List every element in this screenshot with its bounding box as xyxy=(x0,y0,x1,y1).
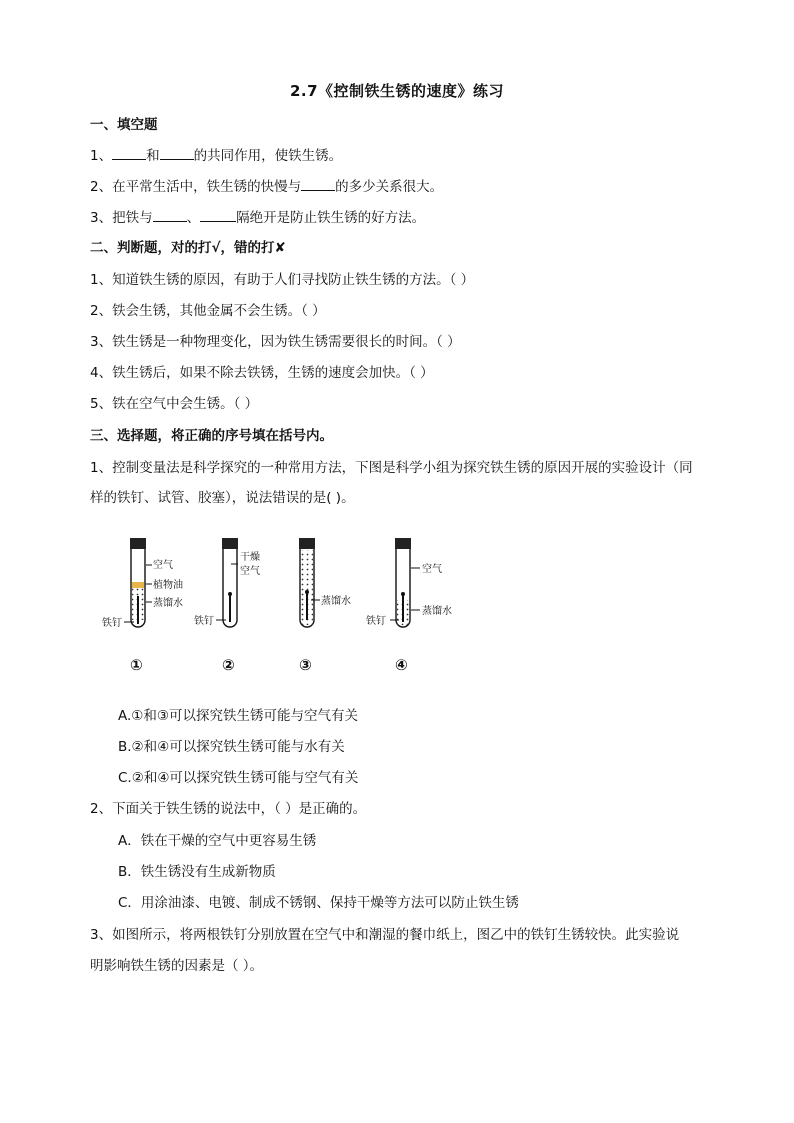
test-tube-4 xyxy=(366,538,452,674)
choice-question-1-line1: 1、控制变量法是科学探究的一种常用方法，下图是科学小组为探究铁生锈的原因开展的实验设计（同 xyxy=(90,460,693,476)
choice-question-3-line2: 明影响铁生锈的因素是（ ）。 xyxy=(90,958,264,974)
label-nail: 铁钉 xyxy=(366,616,386,627)
test-tube-figure xyxy=(100,532,460,692)
choice-question-1-line2: 样的铁钉、试管、胶塞），说法错误的是( )。 xyxy=(90,490,355,506)
q3-prefix: 3、把铁与 xyxy=(90,210,153,226)
q1-mid: 和 xyxy=(146,148,160,164)
option: B．铁生锈没有生成新物质 xyxy=(118,864,276,880)
stopper xyxy=(395,538,411,549)
choice-question-2: 2、下面关于铁生锈的说法中，（ ）是正确的。 xyxy=(90,801,367,817)
label-air: 空气 xyxy=(153,560,173,571)
section1-heading: 一、填空题 xyxy=(90,117,158,133)
test-tube-3 xyxy=(299,538,351,674)
fill-question-2 xyxy=(90,176,443,197)
label-air: 空气 xyxy=(422,564,442,575)
judge-item: 2、铁会生锈，其他金属不会生锈。（ ） xyxy=(90,303,326,319)
label-dry: 干燥 xyxy=(240,552,260,563)
tube-number: ③ xyxy=(299,656,312,674)
label-water: 蒸馏水 xyxy=(153,598,183,609)
test-tubes-svg xyxy=(100,532,460,692)
label-water: 蒸馏水 xyxy=(422,606,452,617)
tube-number: ② xyxy=(222,656,235,674)
judge-item: 3、铁生锈是一种物理变化，因为铁生锈需要很长的时间。（ ） xyxy=(90,334,461,350)
option: B.②和④可以探究铁生锈可能与水有关 xyxy=(118,739,345,755)
stopper xyxy=(299,538,315,549)
option: C．用涂油漆、电镀、制成不锈钢、保持干燥等方法可以防止铁生锈 xyxy=(118,895,519,911)
q1-prefix: 1、 xyxy=(90,148,113,164)
answer-blank[interactable] xyxy=(112,145,146,160)
test-tube-2 xyxy=(194,538,260,674)
answer-blank[interactable] xyxy=(301,176,335,191)
label-water: 蒸馏水 xyxy=(321,596,351,607)
page-title: 2.7《控制铁生锈的速度》练习 xyxy=(289,82,505,100)
fill-question-1 xyxy=(90,145,342,166)
q3-sep: 、 xyxy=(186,210,201,226)
q2-suffix: 的多少关系很大。 xyxy=(335,179,444,195)
judge-item: 1、知道铁生锈的原因，有助于人们寻找防止铁生锈的方法。（ ） xyxy=(90,272,475,288)
judge-item: 4、铁生锈后，如果不除去铁锈，生锈的速度会加快。（ ） xyxy=(90,365,434,381)
test-tube-1 xyxy=(102,538,183,674)
stopper xyxy=(130,538,146,549)
choice-question-3-line1: 3、如图所示，将两根铁钉分别放置在空气中和潮湿的餐巾纸上，图乙中的铁钉生锈较快。此实验说 xyxy=(90,927,680,943)
option: A．铁在干燥的空气中更容易生锈 xyxy=(118,833,317,849)
judge-item: 5、铁在空气中会生锈。（ ） xyxy=(90,396,259,412)
q3-suffix: 隔绝开是防止铁生锈的好方法。 xyxy=(236,210,426,226)
fill-question-3 xyxy=(90,207,425,228)
answer-blank[interactable] xyxy=(200,207,236,222)
section2-heading: 二、判断题，对的打√，错的打✘ xyxy=(90,240,286,256)
q2-prefix: 2、在平常生活中，铁生锈的快慢与 xyxy=(90,179,302,195)
option: A.①和③可以探究铁生锈可能与空气有关 xyxy=(118,708,358,724)
label-dry-air: 空气 xyxy=(240,566,260,577)
tube-number: ① xyxy=(130,656,143,674)
section3-heading: 三、选择题，将正确的序号填在括号内。 xyxy=(90,428,333,444)
tube-number: ④ xyxy=(395,656,408,674)
option: C.②和④可以探究铁生锈可能与空气有关 xyxy=(118,770,359,786)
label-oil: 植物油 xyxy=(153,580,183,591)
label-nail: 铁钉 xyxy=(102,618,122,629)
answer-blank[interactable] xyxy=(160,145,194,160)
q1-suffix: 的共同作用，使铁生锈。 xyxy=(193,148,343,164)
answer-blank[interactable] xyxy=(153,207,187,222)
label-nail: 铁钉 xyxy=(194,616,214,627)
stopper xyxy=(222,538,238,549)
